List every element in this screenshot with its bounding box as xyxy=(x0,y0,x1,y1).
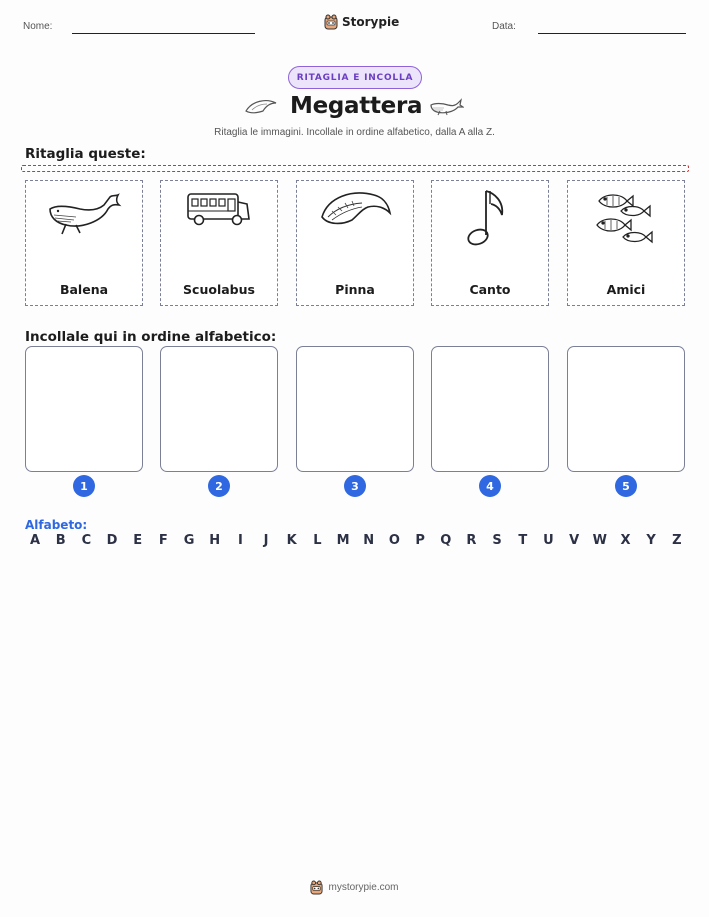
cut-line xyxy=(21,165,689,172)
number-badge-5: 5 xyxy=(615,475,637,497)
brand-name: Storypie xyxy=(342,15,400,29)
fin-icon xyxy=(244,97,278,117)
card-label: Canto xyxy=(469,282,511,297)
music-note-icon xyxy=(464,187,516,251)
paste-section-heading: Incollale qui in ordine alfabetico: xyxy=(25,329,277,345)
alphabet-letter: R xyxy=(466,533,477,548)
alphabet-letter: D xyxy=(106,533,118,548)
alphabet-letter: N xyxy=(363,533,375,548)
alphabet-letter: F xyxy=(158,533,168,548)
school-bus-icon xyxy=(185,189,253,229)
paste-box-1[interactable] xyxy=(25,346,143,472)
card-label: Pinna xyxy=(335,282,375,297)
cut-card-balena[interactable] xyxy=(25,180,143,306)
paste-box-2[interactable] xyxy=(160,346,278,472)
name-label: Nome: xyxy=(23,21,53,32)
card-label: Scuolabus xyxy=(183,282,255,297)
alphabet-letter: W xyxy=(592,533,607,548)
number-badge-4: 4 xyxy=(479,475,501,497)
alphabet-letter: E xyxy=(133,533,143,548)
card-label: Balena xyxy=(59,282,109,297)
alphabet-letter: T xyxy=(518,533,528,548)
alphabet-letter: J xyxy=(263,533,269,548)
alphabet-label: Alfabeto: xyxy=(25,518,88,532)
paste-box-3[interactable] xyxy=(296,346,414,472)
alphabet-letter: V xyxy=(569,533,580,548)
fish-school-icon xyxy=(593,187,659,247)
paste-box-5[interactable] xyxy=(567,346,685,472)
alphabet-letter: X xyxy=(620,533,631,548)
alphabet-letter: K xyxy=(286,533,297,548)
footer xyxy=(0,880,709,895)
fin-icon xyxy=(318,187,392,231)
number-badge-3: 3 xyxy=(344,475,366,497)
title-row xyxy=(0,93,709,123)
cut-card-pinna[interactable] xyxy=(296,180,414,306)
alphabet-letter: Y xyxy=(646,533,656,548)
alphabet-row xyxy=(26,533,686,548)
whale-icon xyxy=(46,187,122,239)
alphabet-letter: M xyxy=(336,533,350,548)
page-title: Megattera xyxy=(290,93,423,119)
number-badge-1: 1 xyxy=(73,475,95,497)
alphabet-letter: G xyxy=(183,533,195,548)
alphabet-letter: O xyxy=(388,533,400,548)
paste-box-4[interactable] xyxy=(431,346,549,472)
alphabet-letter: H xyxy=(209,533,221,548)
worksheet-header xyxy=(0,14,709,40)
card-label: Amici xyxy=(606,282,646,297)
alphabet-letter: I xyxy=(237,533,243,548)
date-label: Data: xyxy=(492,21,516,32)
alphabet-letter: Q xyxy=(440,533,452,548)
alphabet-letter: A xyxy=(29,533,41,548)
alphabet-letter: Z xyxy=(672,533,682,548)
storypie-logo-icon xyxy=(324,14,338,30)
footer-url[interactable]: mystorypie.com xyxy=(328,882,399,893)
cut-card-amici[interactable] xyxy=(567,180,685,306)
instructions: Ritaglia le immagini. Incollale in ordine alfabetico, dalla A alla Z. xyxy=(214,127,495,138)
cut-card-scuolabus[interactable] xyxy=(160,180,278,306)
storypie-logo-icon xyxy=(310,880,323,895)
name-line[interactable] xyxy=(72,33,255,34)
alphabet-letter: C xyxy=(81,533,92,548)
date-line[interactable] xyxy=(538,33,686,34)
whale-icon xyxy=(428,95,464,117)
alphabet-letter: P xyxy=(415,533,425,548)
number-badge-2: 2 xyxy=(208,475,230,497)
brand-logo xyxy=(324,14,399,30)
alphabet-letter: B xyxy=(55,533,66,548)
alphabet-letter: L xyxy=(313,533,322,548)
alphabet-letter: S xyxy=(492,533,502,548)
cut-card-canto[interactable] xyxy=(431,180,549,306)
alphabet-letter: U xyxy=(543,533,554,548)
activity-badge: RITAGLIA E INCOLLA xyxy=(288,66,422,89)
cut-section-heading: Ritaglia queste: xyxy=(25,146,146,162)
